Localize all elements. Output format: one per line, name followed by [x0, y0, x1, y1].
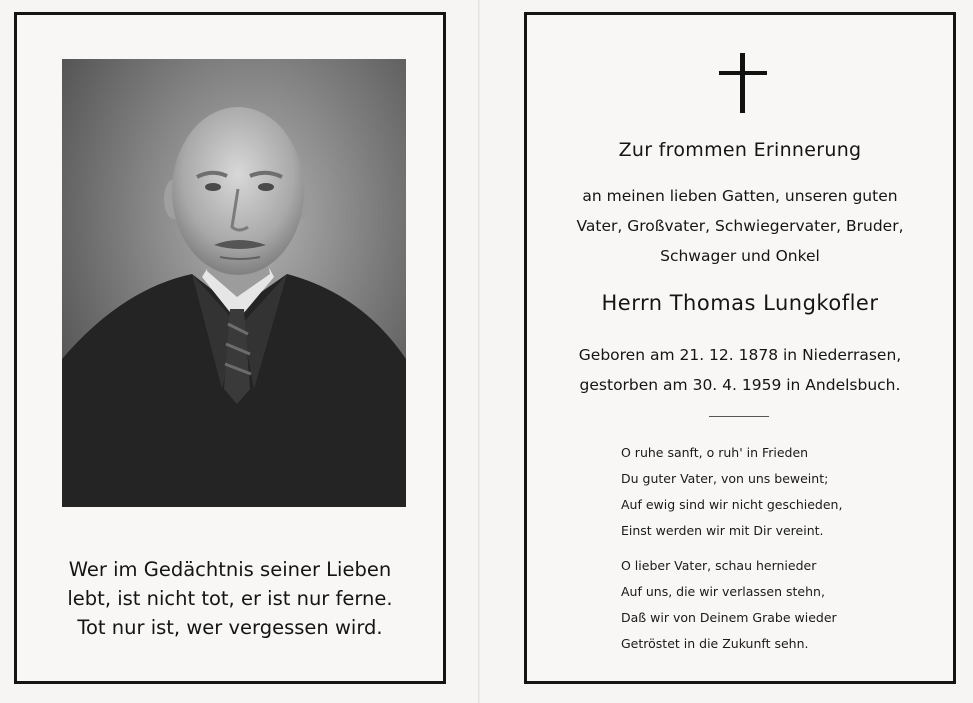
poem-line: Getröstet in die Zukunft sehn. [621, 636, 809, 651]
dedication-line: Schwager und Onkel [660, 247, 820, 265]
poem-line: Auf ewig sind wir nicht geschieden, [621, 497, 843, 512]
life-dates [527, 340, 953, 400]
poem-stanza-2 [621, 553, 837, 657]
quote-line: Tot nur ist, wer vergessen wird. [77, 616, 383, 639]
right-card [524, 12, 956, 684]
birth-line: Geboren am 21. 12. 1878 in Niederrasen, [578, 346, 902, 364]
deceased-name: Herrn Thomas Lungkofler [601, 291, 879, 315]
dedication-line: Vater, Großvater, Schwiegervater, Bruder, [576, 217, 904, 235]
poem-line: O ruhe sanft, o ruh' in Frieden [621, 445, 809, 460]
quote-line: Wer im Gedächtnis seiner Lieben [68, 558, 392, 581]
poem-line: Einst werden wir mit Dir vereint. [621, 523, 824, 538]
poem-line: Du guter Vater, von uns beweint; [621, 471, 829, 486]
card-fold [478, 0, 480, 703]
heading: Zur frommen Erinnerung [618, 139, 862, 161]
poem-stanza-1 [621, 440, 842, 544]
dedication-line: an meinen lieben Gatten, unseren guten [582, 187, 898, 205]
cross-icon [719, 53, 767, 113]
poem-line: O lieber Vater, schau hernieder [621, 558, 817, 573]
portrait-photo [62, 59, 406, 507]
poem-line: Daß wir von Deinem Grabe wieder [621, 610, 837, 625]
poem-line: Auf uns, die wir verlassen stehn, [621, 584, 825, 599]
quote-line: lebt, ist nicht tot, er ist nur ferne. [67, 587, 393, 610]
memorial-quote [17, 555, 443, 642]
left-card [14, 12, 446, 684]
divider [709, 416, 769, 417]
dedication-text [527, 181, 953, 271]
death-line: gestorben am 30. 4. 1959 in Andelsbuch. [579, 376, 901, 394]
